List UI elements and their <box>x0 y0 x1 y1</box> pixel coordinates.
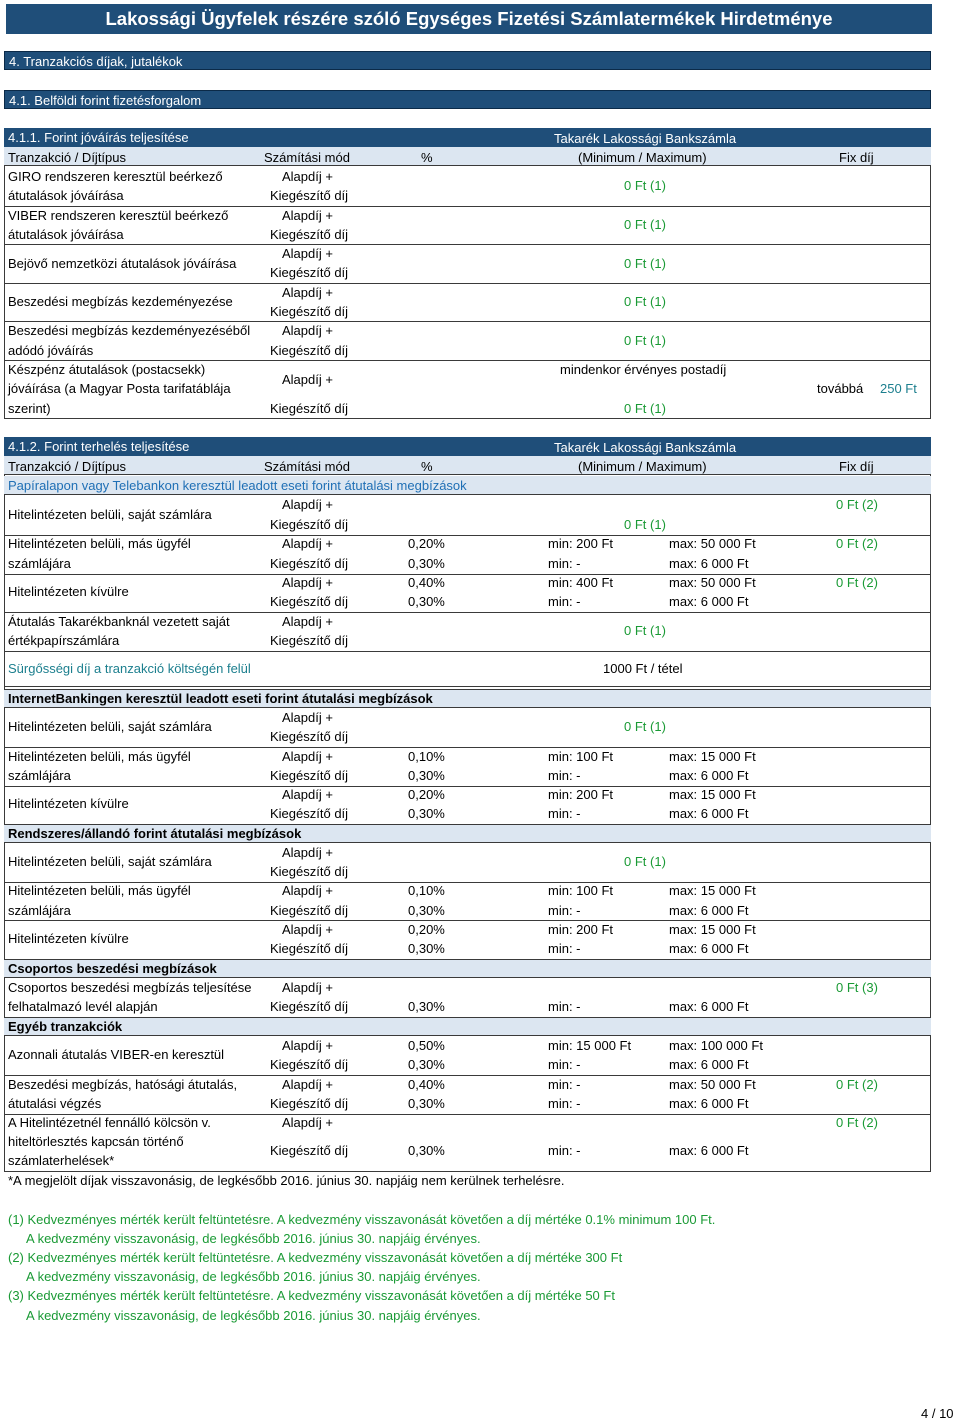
postage-text: mindenkor érvényes postadíj <box>560 362 727 377</box>
row-label: hiteltörlesztés kapcsán történő <box>8 1134 184 1149</box>
max: max: 6 000 Ft <box>669 903 749 918</box>
kiegeszito: Kiegészítő díj <box>270 1096 349 1111</box>
min: min: - <box>548 806 581 821</box>
pct: 0,50% <box>408 1038 445 1053</box>
col-calc: Számítási mód <box>264 459 350 474</box>
row-label: Beszedési megbízás, hatósági átutalás, <box>8 1077 238 1092</box>
category-rendszeres: Rendszeres/állandó forint átutalási megbízások <box>8 826 302 841</box>
alapdij: Alapdíj + <box>282 246 333 261</box>
alapdij: Alapdíj + <box>282 372 333 387</box>
note: A kedvezmény visszavonásig, de legkésőbb 2016. június 30. napjáig érvényes. <box>26 1231 481 1246</box>
row-label: Készpénz átutalások (postacsekk) <box>8 362 206 377</box>
row-divider <box>4 786 931 787</box>
category-paper: Papíralapon vagy Telebankon keresztül leadott eseti forint átutalási megbízások <box>8 478 467 493</box>
kiegeszito: Kiegészítő díj <box>270 999 349 1014</box>
min: min: - <box>548 1057 581 1072</box>
fix-fee: 0 Ft (2) <box>836 1077 878 1092</box>
pct: 0,30% <box>408 903 445 918</box>
fee-value: 0 Ft (1) <box>624 623 666 638</box>
fix-fee: 0 Ft (2) <box>836 497 878 512</box>
category-internetbanking: InternetBankingen keresztül leadott eseti forint átutalási megbízások <box>8 691 433 706</box>
pct: 0,20% <box>408 922 445 937</box>
note: A kedvezmény visszavonásig, de legkésőbb 2016. június 30. napjáig érvényes. <box>26 1269 481 1284</box>
pct: 0,10% <box>408 883 445 898</box>
row-label: számlaterhelések* <box>8 1153 115 1168</box>
max: max: 6 000 Ft <box>669 1057 749 1072</box>
col-minmax: (Minimum / Maximum) <box>578 150 707 165</box>
alapdij: Alapdíj + <box>282 845 333 860</box>
alapdij: Alapdíj + <box>282 883 333 898</box>
row-divider <box>4 206 931 207</box>
subsection-heading: 4.1. Belföldi forint fizetésforgalom <box>4 90 931 109</box>
min: min: - <box>548 1096 581 1111</box>
row-label: számlájára <box>8 556 71 571</box>
alapdij: Alapdíj + <box>282 922 333 937</box>
max: max: 15 000 Ft <box>669 749 756 764</box>
max: max: 100 000 Ft <box>669 1038 763 1053</box>
page-title: Lakossági Ügyfelek részére szóló Egységes Fizetési Számlatermékek Hirdetménye <box>6 4 932 34</box>
row-label: átutalások jóváírása <box>8 188 124 203</box>
row-divider <box>4 283 931 284</box>
alapdij: Alapdíj + <box>282 710 333 725</box>
row-label: VIBER rendszeren keresztül beérkező <box>8 208 229 223</box>
kiegeszito: Kiegészítő díj <box>270 941 349 956</box>
note: A kedvezmény visszavonásig, de legkésőbb 2016. június 30. napjáig érvényes. <box>26 1308 481 1323</box>
max: max: 50 000 Ft <box>669 1077 756 1092</box>
col-pct: % <box>421 459 433 474</box>
max: max: 50 000 Ft <box>669 575 756 590</box>
row-label: átutalási végzés <box>8 1096 102 1111</box>
urgent-value: 1000 Ft / tétel <box>603 661 683 676</box>
pct: 0,30% <box>408 999 445 1014</box>
min: min: - <box>548 1143 581 1158</box>
min: min: - <box>548 1077 581 1092</box>
max: max: 6 000 Ft <box>669 1143 749 1158</box>
kiegeszito: Kiegészítő díj <box>270 633 349 648</box>
kiegeszito: Kiegészítő díj <box>270 227 349 242</box>
row-label: Csoportos beszedési megbízás teljesítése <box>8 980 252 995</box>
min: min: 200 Ft <box>548 922 614 937</box>
fee-value: 0 Ft (1) <box>624 294 666 309</box>
page-number: 4 / 10 <box>921 1406 954 1421</box>
fee-value: 0 Ft (1) <box>624 256 666 271</box>
column-headers <box>4 147 931 166</box>
note: (2) Kedvezményes mérték került feltüntetésre. A kedvezmény visszavonását követően a díj mértéke 300 Ft <box>8 1250 623 1265</box>
alapdij: Alapdíj + <box>282 208 333 223</box>
row-label: Hitelintézeten belüli, más ügyfél <box>8 883 191 898</box>
row-divider <box>4 651 931 652</box>
fee-value: 0 Ft (1) <box>624 217 666 232</box>
max: max: 6 000 Ft <box>669 806 749 821</box>
row-label: számlájára <box>8 768 71 783</box>
alapdij: Alapdíj + <box>282 749 333 764</box>
alapdij: Alapdíj + <box>282 1077 333 1092</box>
max: max: 6 000 Ft <box>669 1096 749 1111</box>
min: min: 100 Ft <box>548 749 614 764</box>
kiegeszito: Kiegészítő díj <box>270 729 349 744</box>
category-egyeb: Egyéb tranzakciók <box>8 1019 123 1034</box>
max: max: 15 000 Ft <box>669 883 756 898</box>
max: max: 15 000 Ft <box>669 922 756 937</box>
alapdij: Alapdíj + <box>282 497 333 512</box>
category-row <box>4 1017 931 1036</box>
row-divider <box>4 244 931 245</box>
kiegeszito: Kiegészítő díj <box>270 806 349 821</box>
max: max: 6 000 Ft <box>669 556 749 571</box>
kiegeszito: Kiegészítő díj <box>270 1057 349 1072</box>
pct: 0,20% <box>408 536 445 551</box>
kiegeszito: Kiegészítő díj <box>270 903 349 918</box>
note: (3) Kedvezményes mérték került feltüntetésre. A kedvezmény visszavonását követően a díj mértéke 50 Ft <box>8 1288 615 1303</box>
row-divider <box>4 1075 931 1076</box>
pct: 0,30% <box>408 941 445 956</box>
row-label: felhatalmazó levél alapján <box>8 999 158 1014</box>
tovabba-text: továbbá <box>817 381 864 396</box>
fee-value: 0 Ft (1) <box>624 401 666 416</box>
min: min: 200 Ft <box>548 536 614 551</box>
fee-value: 0 Ft (1) <box>624 854 666 869</box>
col-type: Tranzakció / Díjtípus <box>8 459 127 474</box>
section-heading: 4. Tranzakciós díjak, jutalékok <box>4 51 931 70</box>
alapdij: Alapdíj + <box>282 536 333 551</box>
row-label: szerint) <box>8 401 51 416</box>
min: min: - <box>548 556 581 571</box>
pct: 0,30% <box>408 1096 445 1111</box>
note: (1) Kedvezményes mérték került feltüntetésre. A kedvezmény visszavonását követően a díj mértéke 0.1% minimum 100 Ft. <box>8 1212 716 1227</box>
max: max: 6 000 Ft <box>669 999 749 1014</box>
fee-value: 0 Ft (1) <box>624 333 666 348</box>
col-fix: Fix díj <box>839 150 874 165</box>
pct: 0,20% <box>408 787 445 802</box>
alapdij: Alapdíj + <box>282 285 333 300</box>
category-csoportos: Csoportos beszedési megbízások <box>8 961 217 976</box>
pct: 0,30% <box>408 594 445 609</box>
row-label: GIRO rendszeren keresztül beérkező <box>8 169 223 184</box>
alapdij: Alapdíj + <box>282 787 333 802</box>
max: max: 6 000 Ft <box>669 594 749 609</box>
product-name: Takarék Lakossági Bankszámla <box>554 131 737 146</box>
fee-value: 0 Ft (1) <box>624 719 666 734</box>
fix-fee: 0 Ft (2) <box>836 1115 878 1130</box>
alapdij: Alapdíj + <box>282 1038 333 1053</box>
pct: 0,30% <box>408 1143 445 1158</box>
max: max: 6 000 Ft <box>669 768 749 783</box>
kiegeszito: Kiegészítő díj <box>270 401 349 416</box>
min: min: - <box>548 768 581 783</box>
pct: 0,40% <box>408 1077 445 1092</box>
alapdij: Alapdíj + <box>282 980 333 995</box>
kiegeszito: Kiegészítő díj <box>270 517 349 532</box>
max: max: 50 000 Ft <box>669 536 756 551</box>
row-label: Hitelintézeten belüli, saját számlára <box>8 854 212 869</box>
row-divider <box>4 360 931 361</box>
row-divider <box>4 321 931 322</box>
col-type: Tranzakció / Díjtípus <box>8 150 127 165</box>
row-label: A Hitelintézetnél fennálló kölcsön v. <box>8 1115 211 1130</box>
col-fix: Fix díj <box>839 459 874 474</box>
table-code: 4.1.1. Forint jóváírás teljesítése <box>8 130 189 145</box>
row-divider <box>4 612 931 613</box>
row-label: Beszedési megbízás kezdeményezése <box>8 294 233 309</box>
row-label: Átutalás Takarékbanknál vezetett saját <box>8 614 230 629</box>
column-headers <box>4 456 931 475</box>
fee-250: 250 Ft <box>880 381 917 396</box>
alapdij: Alapdíj + <box>282 575 333 590</box>
pct: 0,30% <box>408 768 445 783</box>
row-label: számlájára <box>8 903 71 918</box>
kiegeszito: Kiegészítő díj <box>270 188 349 203</box>
row-label: Bejövő nemzetközi átutalások jóváírása <box>8 256 237 271</box>
footnote-star: *A megjelölt díjak visszavonásig, de legkésőbb 2016. június 30. napjáig nem kerülnek terhelésre. <box>8 1173 565 1188</box>
row-divider <box>4 747 931 748</box>
kiegeszito: Kiegészítő díj <box>270 1143 349 1158</box>
pct: 0,30% <box>408 556 445 571</box>
min: min: - <box>548 594 581 609</box>
row-label: átutalások jóváírása <box>8 227 124 242</box>
row-divider <box>4 574 931 575</box>
row-label: Hitelintézeten kívülre <box>8 584 129 599</box>
urgent-label: Sürgősségi díj a tranzakció költségén felül <box>8 661 251 676</box>
row-label: Hitelintézeten kívülre <box>8 931 129 946</box>
row-divider <box>4 920 931 921</box>
row-label: adódó jóváírás <box>8 343 94 358</box>
fee-value: 0 Ft (1) <box>624 517 666 532</box>
kiegeszito: Kiegészítő díj <box>270 768 349 783</box>
fix-fee: 0 Ft (2) <box>836 536 878 551</box>
min: min: 200 Ft <box>548 787 614 802</box>
col-minmax: (Minimum / Maximum) <box>578 459 707 474</box>
row-label: Hitelintézeten belüli, saját számlára <box>8 719 212 734</box>
row-label: jóváírása (a Magyar Posta tarifatáblája <box>8 381 231 396</box>
min: min: - <box>548 903 581 918</box>
min: min: 15 000 Ft <box>548 1038 632 1053</box>
kiegeszito: Kiegészítő díj <box>270 864 349 879</box>
kiegeszito: Kiegészítő díj <box>270 265 349 280</box>
row-label: értékpapírszámlára <box>8 633 120 648</box>
fee-value: 0 Ft (1) <box>624 178 666 193</box>
pct: 0,40% <box>408 575 445 590</box>
row-label: Hitelintézeten belüli, más ügyfél <box>8 536 191 551</box>
row-label: Hitelintézeten belüli, saját számlára <box>8 507 212 522</box>
row-label: Beszedési megbízás kezdeményezéséből <box>8 323 251 338</box>
min: min: - <box>548 941 581 956</box>
row-divider <box>4 686 931 687</box>
min: min: 400 Ft <box>548 575 614 590</box>
max: max: 15 000 Ft <box>669 787 756 802</box>
col-calc: Számítási mód <box>264 150 350 165</box>
fix-fee: 0 Ft (3) <box>836 980 878 995</box>
alapdij: Alapdíj + <box>282 323 333 338</box>
row-label: Hitelintézeten belüli, más ügyfél <box>8 749 191 764</box>
table-code: 4.1.2. Forint terhelés teljesítése <box>8 439 190 454</box>
kiegeszito: Kiegészítő díj <box>270 304 349 319</box>
max: max: 6 000 Ft <box>669 941 749 956</box>
pct: 0,30% <box>408 806 445 821</box>
kiegeszito: Kiegészítő díj <box>270 594 349 609</box>
row-label: Azonnali átutalás VIBER-en keresztül <box>8 1047 225 1062</box>
product-name: Takarék Lakossági Bankszámla <box>554 440 737 455</box>
pct: 0,30% <box>408 1057 445 1072</box>
fix-fee: 0 Ft (2) <box>836 575 878 590</box>
alapdij: Alapdíj + <box>282 169 333 184</box>
col-pct: % <box>421 150 433 165</box>
min: min: - <box>548 999 581 1014</box>
kiegeszito: Kiegészítő díj <box>270 556 349 571</box>
min: min: 100 Ft <box>548 883 614 898</box>
pct: 0,10% <box>408 749 445 764</box>
alapdij: Alapdíj + <box>282 1115 333 1130</box>
kiegeszito: Kiegészítő díj <box>270 343 349 358</box>
row-label: Hitelintézeten kívülre <box>8 796 129 811</box>
alapdij: Alapdíj + <box>282 614 333 629</box>
